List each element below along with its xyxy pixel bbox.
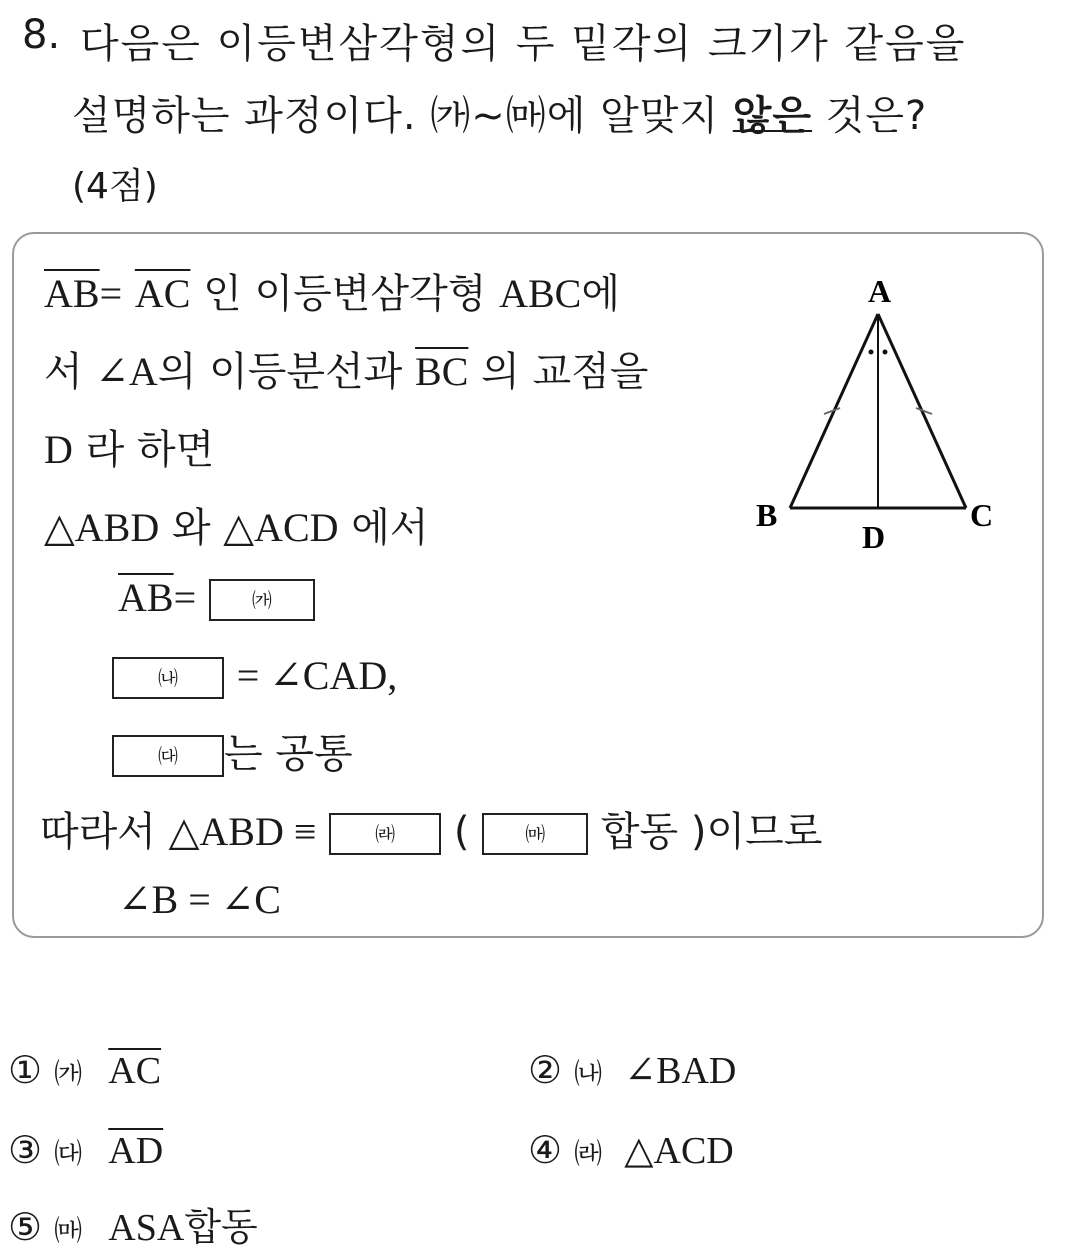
- paren-open: (: [453, 809, 470, 855]
- question-line-2-suffix: 것은?: [825, 93, 928, 139]
- angle-mark-right: [883, 350, 888, 355]
- proof-line-3: [44, 418, 214, 475]
- blank-ma: ㈒: [482, 813, 588, 855]
- blank-na: ㈏: [112, 657, 224, 699]
- question-points: (4점): [72, 166, 158, 207]
- point-d: D: [44, 427, 73, 472]
- proof-text: 서: [44, 349, 83, 395]
- choice-1[interactable]: [8, 1048, 161, 1093]
- label-c: C: [970, 497, 994, 533]
- step-3: [112, 722, 353, 779]
- proof-text: 따라서: [40, 809, 156, 855]
- label-b: B: [756, 497, 778, 533]
- proof-text: 에서: [351, 505, 429, 551]
- proof-line-4: [44, 496, 429, 553]
- step-2: [112, 652, 397, 699]
- triangle-abd: △ABD: [44, 505, 160, 550]
- triangle-name: ABC: [499, 271, 582, 316]
- segment-ab: $\overline{AB}$: [118, 575, 174, 620]
- equals-sign: =: [173, 575, 197, 620]
- choice-number: ⑤: [8, 1205, 43, 1249]
- proof-line-1: [44, 262, 620, 319]
- segment-ac: $\overline{AC}$: [134, 271, 191, 316]
- choice-value: $\overline{AD}$: [108, 1130, 164, 1172]
- choice-tag: ㈎: [54, 1057, 83, 1090]
- conclusion-line: [40, 800, 822, 857]
- choice-tag: ㈑: [574, 1137, 603, 1170]
- choice-number: ④: [528, 1128, 563, 1172]
- choice-value: △ACD: [624, 1130, 734, 1172]
- choice-tag: ㈏: [574, 1057, 603, 1090]
- choice-value: $\overline{AC}$: [108, 1050, 162, 1092]
- choice-value: ∠BAD: [624, 1050, 737, 1092]
- blank-da: ㈐: [112, 735, 224, 777]
- label-a: A: [868, 273, 892, 309]
- equals-sign: =: [99, 271, 123, 316]
- angle-cad: = ∠CAD,: [236, 653, 398, 698]
- step-1: [118, 574, 315, 621]
- proof-text: 라 하면: [85, 427, 215, 473]
- final-statement: ∠B = ∠C: [118, 877, 281, 922]
- congruence: △ABD ≡: [168, 809, 317, 854]
- choice-4[interactable]: [528, 1128, 734, 1173]
- blank-ga: ㈎: [209, 579, 315, 621]
- choice-3[interactable]: [8, 1128, 163, 1173]
- label-d: D: [862, 519, 886, 555]
- choice-2[interactable]: [528, 1048, 736, 1093]
- proof-text: 인 이등변삼각형: [203, 271, 487, 317]
- proof-line-2: [44, 340, 648, 397]
- question-line-2: [72, 84, 927, 141]
- blank-ra: ㈑: [329, 813, 441, 855]
- question-line-2-prefix: 설명하는 과정이다. ㈎~㈒에 알맞지: [72, 93, 720, 139]
- question-emphasis: 않은: [732, 93, 813, 139]
- choice-tag: ㈐: [54, 1137, 83, 1170]
- proof-text: 와: [171, 505, 211, 551]
- segment-ab: $\overline{AB}$: [44, 271, 100, 316]
- angle-a: ∠A: [95, 349, 158, 394]
- proof-text: 합동 )이므로: [600, 809, 823, 855]
- triangle-acd: △ACD: [223, 505, 339, 550]
- choice-suffix: 합동: [184, 1205, 258, 1249]
- choice-5[interactable]: [8, 1196, 258, 1251]
- angle-mark-left: [869, 350, 874, 355]
- question-line-1: 다음은 이등변삼각형의 두 밑각의 크기가 같음을: [80, 21, 967, 67]
- proof-text: 의 교점을: [481, 349, 649, 395]
- choice-value: ASA: [108, 1207, 185, 1249]
- proof-text: 의 이등분선과: [157, 349, 403, 395]
- choice-tag: ㈒: [54, 1214, 83, 1247]
- choice-number: ③: [8, 1128, 43, 1172]
- proof-text: 는 공통: [224, 731, 353, 777]
- triangle-figure: [750, 268, 1010, 568]
- proof-text: 에: [581, 271, 620, 317]
- segment-bc: $\overline{BC}$: [415, 349, 469, 394]
- choice-number: ①: [8, 1048, 43, 1092]
- question-number: 8.: [22, 12, 61, 58]
- choice-number: ②: [528, 1048, 563, 1092]
